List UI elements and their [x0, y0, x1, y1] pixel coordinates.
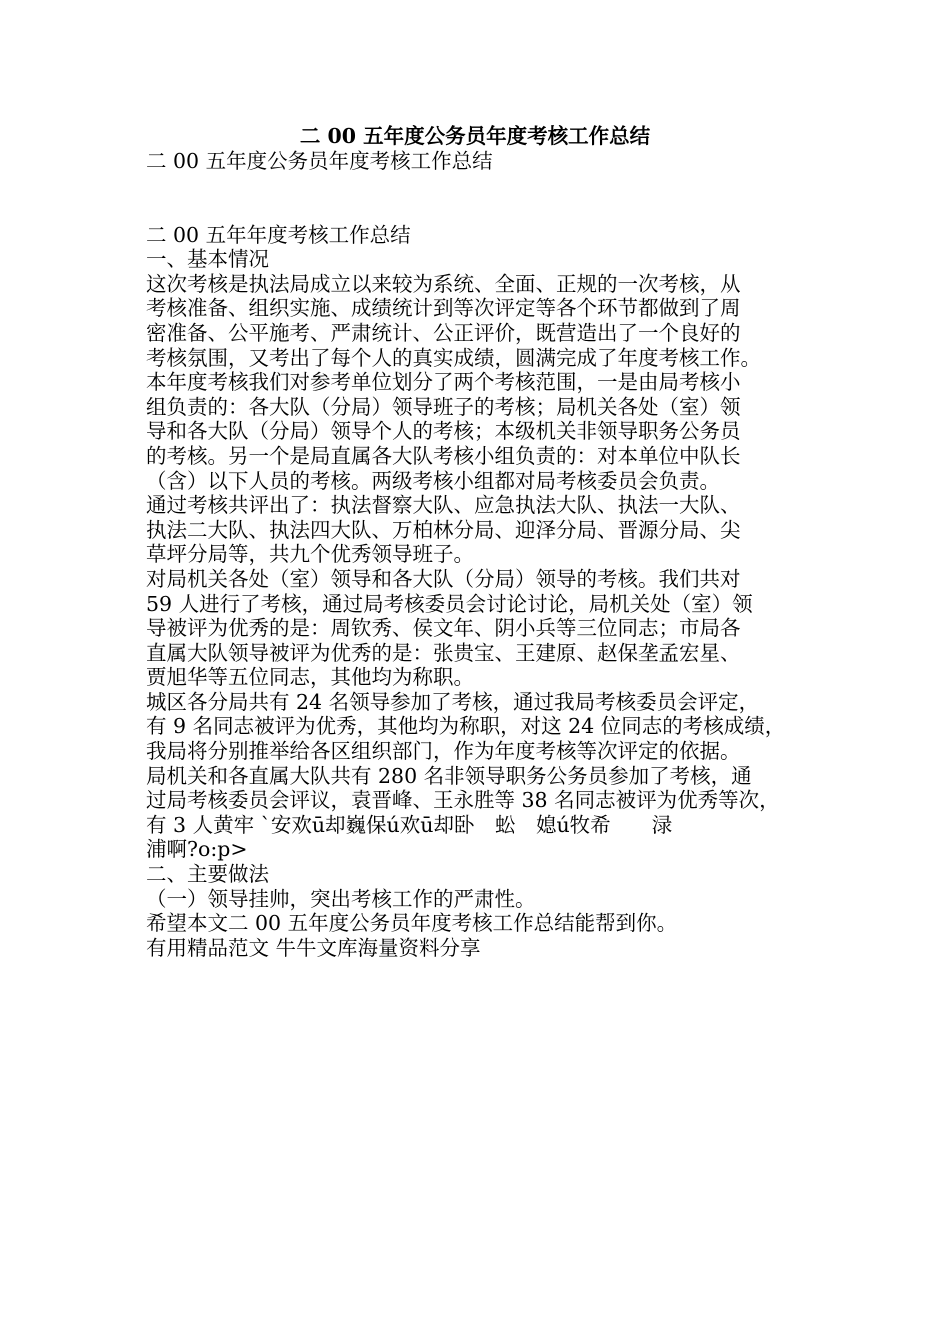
- paragraph-line: 过局考核委员会评议，袁晋峰、王永胜等 38 名同志被评为优秀等次，: [146, 788, 780, 813]
- paragraph-line: 局机关和各直属大队共有 280 名非领导职务公务员参加了考核，通: [146, 763, 752, 788]
- paragraph-line: 执法二大队、执法四大队、万柏林分局、迎泽分局、晋源分局、尖: [146, 517, 741, 542]
- paragraph-line: 本年度考核我们对参考单位划分了两个考核范围，一是由局考核小: [146, 370, 741, 395]
- paragraph-line: 59 人进行了考核，通过局考核委员会讨论讨论，局机关处（室）领: [146, 591, 753, 616]
- paragraph-line: 的考核。另一个是局直属各大队考核小组负责的：对本单位中队长: [146, 443, 741, 468]
- paragraph-line: 考核氛围，又考出了每个人的真实成绩，圆满完成了年度考核工作。: [146, 345, 761, 370]
- paragraph-line: 直属大队领导被评为优秀的是：张贵宝、王建原、赵保垄孟宏星、: [146, 640, 741, 665]
- paragraph-line: 密准备、公平施考、严肃统计、公正评价，既营造出了一个良好的: [146, 320, 741, 345]
- paragraph-line: 导和各大队（分局）领导个人的考核；本级机关非领导职务公务员: [146, 419, 741, 444]
- paragraph-line: 我局将分别推举给各区组织部门，作为年度考核等次评定的依据。: [146, 739, 741, 764]
- paragraph-line: 通过考核共评出了：执法督察大队、应急执法大队、执法一大队、: [146, 493, 741, 518]
- body-heading: 二 00 五年年度考核工作总结: [146, 222, 411, 247]
- document-subtitle: 二 00 五年度公务员年度考核工作总结: [146, 149, 493, 173]
- paragraph-line: 有 3 人黄牢 `安欢ū却巍保ú欢ū却卧 蚣 媳ú牧希 渌: [146, 812, 673, 837]
- paragraph-line: 有 9 名同志被评为优秀，其他均为称职，对这 24 位同志的考核成绩，: [146, 714, 786, 739]
- paragraph-line: 这次考核是执法局成立以来较为系统、全面、正规的一次考核，从: [146, 271, 741, 296]
- document-body: [146, 149, 846, 960]
- paragraph-line: （含）以下人员的考核。两级考核小组都对局考核委员会负责。: [146, 468, 720, 493]
- paragraph-line: 浦啊?o:p>: [146, 837, 248, 862]
- paragraph-line: 草坪分局等，共九个优秀领导班子。: [146, 542, 474, 567]
- paragraph-line: 对局机关各处（室）领导和各大队（分局）领导的考核。我们共对: [146, 566, 741, 591]
- paragraph-line: 贾旭华等五位同志，其他均为称职。: [146, 665, 474, 690]
- document-title: 二 00 五年度公务员年度考核工作总结: [299, 124, 651, 148]
- subsection-heading: （一）领导挂帅，突出考核工作的严肃性。: [146, 886, 536, 911]
- blank-space: [146, 174, 846, 223]
- footer-note: 有用精品范文 牛牛文库海量资料分享: [146, 935, 481, 960]
- section-heading: 二、主要做法: [146, 862, 269, 887]
- section-heading: 一、基本情况: [146, 247, 269, 272]
- paragraph-line: 考核准备、组织实施、成绩统计到等次评定等各个环节都做到了周: [146, 296, 741, 321]
- paragraph-line: 组负责的：各大队（分局）领导班子的考核；局机关各处（室）领: [146, 394, 741, 419]
- paragraph-line: 导被评为优秀的是：周钦秀、侯文年、阴小兵等三位同志；市局各: [146, 616, 741, 641]
- closing-line: 希望本文二 00 五年度公务员年度考核工作总结能帮到你。: [146, 911, 678, 936]
- paragraph-line: 城区各分局共有 24 名领导参加了考核，通过我局考核委员会评定，: [146, 689, 760, 714]
